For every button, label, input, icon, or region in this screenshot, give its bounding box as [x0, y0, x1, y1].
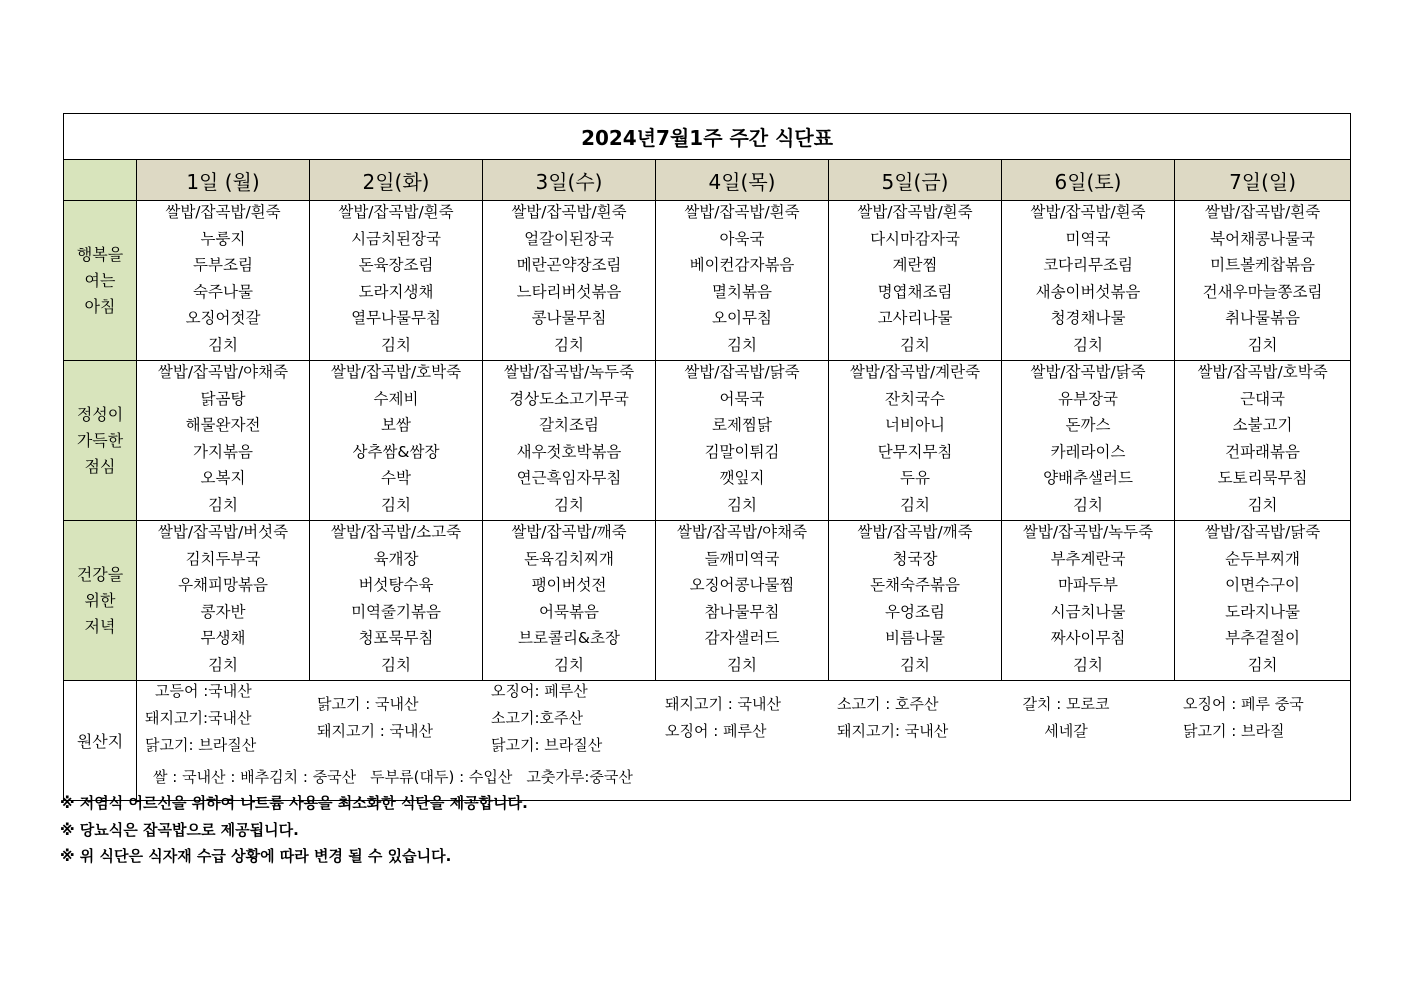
origin-line: 돼지고기 : 국내산	[665, 695, 782, 713]
menu-item: 쌀밥/잡곡밥/흰죽	[1030, 203, 1146, 221]
menu-item: 돈까스	[1065, 416, 1111, 434]
menu-item: 쌀밥/잡곡밥/흰죽	[338, 203, 454, 221]
origin-group	[491, 678, 602, 759]
menu-item: 쌀밥/잡곡밥/흰죽	[1204, 203, 1321, 221]
origin-group	[837, 691, 948, 745]
menu-item: 무생채	[200, 629, 246, 647]
menu-item: 베이컨감자볶음	[689, 256, 795, 274]
menu-item: 돈육김치찌개	[524, 549, 614, 568]
menu-item: 쌀밥/잡곡밥/닭죽	[1204, 523, 1321, 541]
menu-item: 버섯탕수육	[358, 576, 434, 594]
menu-item: 코다리무조림	[1043, 256, 1133, 274]
day-header: 2일(화)	[310, 160, 483, 201]
meal-cell	[829, 521, 1002, 681]
meal-cell	[1175, 521, 1351, 681]
menu-item: 김치	[900, 655, 930, 674]
menu-item: 너비아니	[885, 416, 945, 434]
day-header: 7일(일)	[1175, 160, 1351, 201]
meal-cell	[656, 361, 829, 521]
menu-item: 미트볼케찹볶음	[1210, 256, 1315, 274]
origin-line: 닭고기: 브라질산	[491, 736, 603, 754]
menu-item: 로제찜닭	[712, 416, 772, 434]
menu-item: 메란곤약장조림	[516, 256, 622, 274]
origin-group	[317, 691, 433, 745]
meal-cell	[1002, 201, 1175, 361]
menu-item: 닭곰탕	[200, 389, 246, 408]
menu-item: 쌀밥/잡곡밥/계란죽	[849, 363, 981, 381]
menu-item: 가지볶음	[193, 442, 253, 461]
menu-item: 근대국	[1240, 389, 1286, 408]
meal-cell	[137, 521, 310, 681]
meal-cell	[1175, 361, 1351, 521]
page-title: 2024년7월1주 주간 식단표	[64, 114, 1351, 160]
origin-line: 오징어: 페루산	[491, 682, 588, 700]
menu-item: 북어채콩나물국	[1210, 229, 1315, 248]
menu-item: 보쌈	[381, 416, 411, 434]
meal-cell	[310, 201, 483, 361]
origin-line: 오징어 : 페루산	[665, 722, 767, 740]
menu-item: 김치	[208, 655, 238, 674]
menu-item: 쌀밥/잡곡밥/흰죽	[511, 203, 627, 221]
origin-common-item: 고춧가루:중국산	[526, 768, 633, 786]
menu-item: 쌀밥/잡곡밥/호박죽	[1197, 363, 1328, 381]
origin-common	[153, 764, 647, 791]
menu-item: 어묵국	[719, 389, 765, 408]
menu-item: 부추계란국	[1050, 549, 1126, 568]
origin-line: 오징어 : 페루 중국	[1183, 695, 1304, 713]
meal-cell	[656, 521, 829, 681]
menu-item: 쌀밥/잡곡밥/흰죽	[684, 203, 800, 221]
meal-label-line: 아침	[84, 296, 116, 316]
day-header: 6일(토)	[1002, 160, 1175, 201]
menu-item: 계란찜	[892, 256, 938, 274]
meal-cell	[310, 361, 483, 521]
menu-item: 소불고기	[1232, 416, 1293, 434]
menu-item: 쌀밥/잡곡밥/호박죽	[330, 363, 462, 381]
menu-item: 갈치조림	[539, 416, 599, 434]
menu-item: 오이무침	[712, 309, 772, 327]
menu-item: 팽이버섯전	[531, 576, 607, 594]
menu-item: 시금치나물	[1050, 602, 1126, 621]
menu-item: 고사리나물	[877, 309, 953, 327]
menu-item: 부추겉절이	[1225, 629, 1300, 647]
origin-line: 고등어 :국내산	[155, 682, 252, 700]
origin-group	[1011, 691, 1121, 745]
day-header: 4일(목)	[656, 160, 829, 201]
meal-label	[64, 361, 137, 521]
meal-label-line: 행복을	[76, 244, 124, 264]
meal-cell	[310, 521, 483, 681]
menu-item: 김치	[1247, 655, 1278, 674]
meal-cell	[1002, 521, 1175, 681]
menu-item: 마파두부	[1058, 576, 1118, 594]
meal-row	[64, 201, 1351, 361]
menu-item: 김치	[727, 655, 757, 674]
menu-item: 유부장국	[1058, 389, 1118, 408]
menu-item: 경상도소고기무국	[509, 389, 629, 408]
menu-item: 김치	[1073, 335, 1103, 354]
day-header: 3일(수)	[483, 160, 656, 201]
menu-item: 쌀밥/잡곡밥/흰죽	[857, 203, 973, 221]
menu-item: 도라지생채	[358, 282, 434, 301]
menu-item: 쌀밥/잡곡밥/깨죽	[857, 523, 973, 541]
menu-item: 돈육장조림	[358, 256, 434, 274]
meal-label-line: 점심	[84, 456, 116, 476]
menu-item: 우엉조림	[885, 602, 945, 621]
menu-item: 우채피망볶음	[178, 576, 268, 594]
menu-item: 오징어젓갈	[185, 309, 261, 327]
footnote: ※ 위 식단은 식자재 수급 상황에 따라 변경 될 수 있습니다.	[60, 847, 452, 865]
menu-item: 김치	[554, 655, 584, 674]
menu-item: 느타리버섯볶음	[516, 282, 622, 301]
meal-cell	[137, 201, 310, 361]
menu-item: 김치	[381, 335, 411, 354]
menu-item: 이면수구이	[1225, 576, 1300, 594]
menu-item: 수제비	[373, 389, 419, 408]
menu-item: 김치	[727, 335, 757, 354]
menu-item: 콩나물무침	[531, 309, 607, 327]
menu-item: 시금치된장국	[351, 229, 441, 248]
menu-item: 열무나물무침	[351, 309, 441, 327]
menu-item: 순두부찌개	[1225, 549, 1300, 568]
menu-item: 김치	[554, 335, 584, 354]
meal-label-line: 여는	[84, 270, 116, 290]
meal-label-line: 가득한	[76, 430, 124, 450]
footnote: ※ 저염식 어르신을 위하여 나트륨 사용을 최소화한 식단을 제공합니다.	[60, 794, 528, 812]
footnote: ※ 당뇨식은 잡곡밥으로 제공됩니다.	[60, 821, 299, 839]
menu-item: 쌀밥/잡곡밥/닭죽	[1030, 363, 1146, 381]
meal-row	[64, 361, 1351, 521]
menu-item: 취나물볶음	[1225, 309, 1300, 327]
origin-line: 세네갈	[1044, 722, 1088, 740]
menu-item: 쌀밥/잡곡밥/녹두죽	[1022, 523, 1154, 541]
menu-item: 짜사이무침	[1050, 629, 1126, 647]
menu-item: 비름나물	[885, 629, 945, 647]
menu-item: 도라지나물	[1225, 602, 1300, 621]
meal-cell	[829, 361, 1002, 521]
menu-item: 김치	[900, 335, 930, 354]
menu-item: 멸치볶음	[712, 282, 772, 301]
menu-item: 다시마감자국	[870, 229, 960, 248]
menu-item: 육개장	[373, 549, 419, 568]
meal-cell	[829, 201, 1002, 361]
menu-item: 미역줄기볶음	[351, 602, 441, 621]
origin-label: 원산지	[64, 681, 137, 801]
menu-item: 청경채나물	[1050, 309, 1126, 327]
menu-item: 김치	[1247, 495, 1278, 514]
menu-item: 쌀밥/잡곡밥/소고죽	[330, 523, 462, 541]
menu-item: 수박	[381, 469, 411, 487]
header-corner	[64, 160, 137, 201]
menu-item: 건새우마늘쫑조림	[1202, 282, 1323, 301]
menu-item: 쌀밥/잡곡밥/녹두죽	[503, 363, 635, 381]
menu-item: 김치두부국	[185, 549, 261, 568]
menu-item: 김치	[1073, 495, 1103, 514]
origin-line: 소고기 : 호주산	[837, 695, 939, 713]
menu-item: 양배추샐러드	[1043, 469, 1133, 487]
menu-item: 두유	[900, 469, 930, 487]
origin-line: 돼지고기:국내산	[145, 709, 252, 727]
origin-group	[1183, 691, 1304, 745]
menu-item: 얼갈이된장국	[524, 229, 614, 248]
menu-item: 청포묵무침	[358, 629, 434, 647]
meal-label	[64, 521, 137, 681]
menu-item: 쌀밥/잡곡밥/야채죽	[676, 523, 808, 541]
origin-line: 소고기:호주산	[491, 709, 583, 727]
meal-cell	[483, 201, 656, 361]
menu-item: 김치	[381, 655, 411, 674]
menu-item: 김치	[900, 495, 930, 514]
origin-line: 닭고기 : 브라질	[1183, 722, 1285, 740]
menu-item: 도토리묵무침	[1217, 469, 1308, 487]
menu-item: 잔치국수	[885, 389, 945, 408]
meal-cell	[483, 521, 656, 681]
meal-label	[64, 201, 137, 361]
origin-line: 돼지고기: 국내산	[837, 722, 949, 740]
menu-item: 들깨미역국	[704, 549, 780, 568]
menu-item: 미역국	[1065, 229, 1111, 248]
menu-table	[63, 113, 1351, 801]
menu-item: 청국장	[892, 549, 938, 568]
origin-cell	[137, 681, 1351, 801]
menu-item: 아욱국	[719, 229, 765, 248]
menu-item: 감자샐러드	[704, 629, 780, 647]
meal-cell	[483, 361, 656, 521]
menu-item: 명엽채조림	[877, 282, 953, 301]
menu-item: 김치	[208, 335, 238, 354]
menu-item: 김치	[381, 495, 411, 514]
menu-item: 김치	[1073, 655, 1103, 674]
origin-line: 닭고기 : 국내산	[317, 695, 419, 713]
menu-item: 김치	[554, 495, 584, 514]
menu-item: 쌀밥/잡곡밥/깨죽	[511, 523, 627, 541]
menu-item: 오복지	[200, 469, 246, 487]
menu-item: 건파래볶음	[1225, 442, 1300, 461]
origin-group	[665, 691, 781, 745]
menu-item: 김말이튀김	[704, 442, 780, 461]
menu-item: 새송이버섯볶음	[1035, 282, 1141, 301]
menu-item: 연근흑임자무침	[516, 469, 622, 487]
menu-item: 쌀밥/잡곡밥/야채죽	[157, 363, 289, 381]
origin-group	[145, 678, 256, 759]
menu-item: 숙주나물	[193, 282, 253, 301]
menu-item: 깻잎지	[719, 469, 765, 487]
menu-item: 새우젓호박볶음	[516, 442, 622, 461]
menu-item: 브로콜리&초장	[518, 629, 620, 647]
meal-cell	[1175, 201, 1351, 361]
menu-item: 쌀밥/잡곡밥/버섯죽	[157, 523, 289, 541]
meal-label-line: 위한	[84, 590, 116, 610]
origin-common-item: 쌀 : 국내산 : 배추김치 : 중국산	[153, 768, 357, 786]
meal-cell	[656, 201, 829, 361]
menu-item: 단무지무침	[877, 442, 953, 461]
meal-row	[64, 521, 1351, 681]
menu-item: 오징어콩나물찜	[689, 576, 795, 594]
menu-item: 참나물무침	[704, 602, 780, 621]
meal-cell	[1002, 361, 1175, 521]
origin-line: 돼지고기 : 국내산	[317, 722, 434, 740]
menu-item: 김치	[1247, 335, 1278, 354]
meal-label-line: 저녁	[84, 616, 116, 636]
origin-common-item: 두부류(대두) : 수입산	[370, 768, 513, 786]
day-header: 1일 (월)	[137, 160, 310, 201]
meal-label-line: 건강을	[76, 564, 124, 584]
origin-line: 닭고기: 브라질산	[145, 736, 257, 754]
origin-line: 갈치 : 모로코	[1022, 695, 1110, 713]
menu-item: 쌀밥/잡곡밥/닭죽	[684, 363, 800, 381]
meal-label-line: 정성이	[76, 404, 124, 424]
menu-item: 김치	[208, 495, 238, 514]
menu-item: 카레라이스	[1050, 442, 1126, 461]
menu-item: 김치	[727, 495, 757, 514]
menu-item: 상추쌈&쌈장	[352, 442, 440, 461]
menu-item: 누룽지	[200, 229, 246, 248]
menu-item: 쌀밥/잡곡밥/흰죽	[165, 203, 281, 221]
day-header: 5일(금)	[829, 160, 1002, 201]
menu-item: 해물완자전	[185, 416, 261, 434]
menu-item: 콩자반	[200, 602, 246, 621]
menu-item: 돈채숙주볶음	[870, 576, 960, 594]
menu-item: 어묵볶음	[539, 602, 599, 621]
menu-item: 두부조림	[193, 256, 253, 274]
meal-cell	[137, 361, 310, 521]
